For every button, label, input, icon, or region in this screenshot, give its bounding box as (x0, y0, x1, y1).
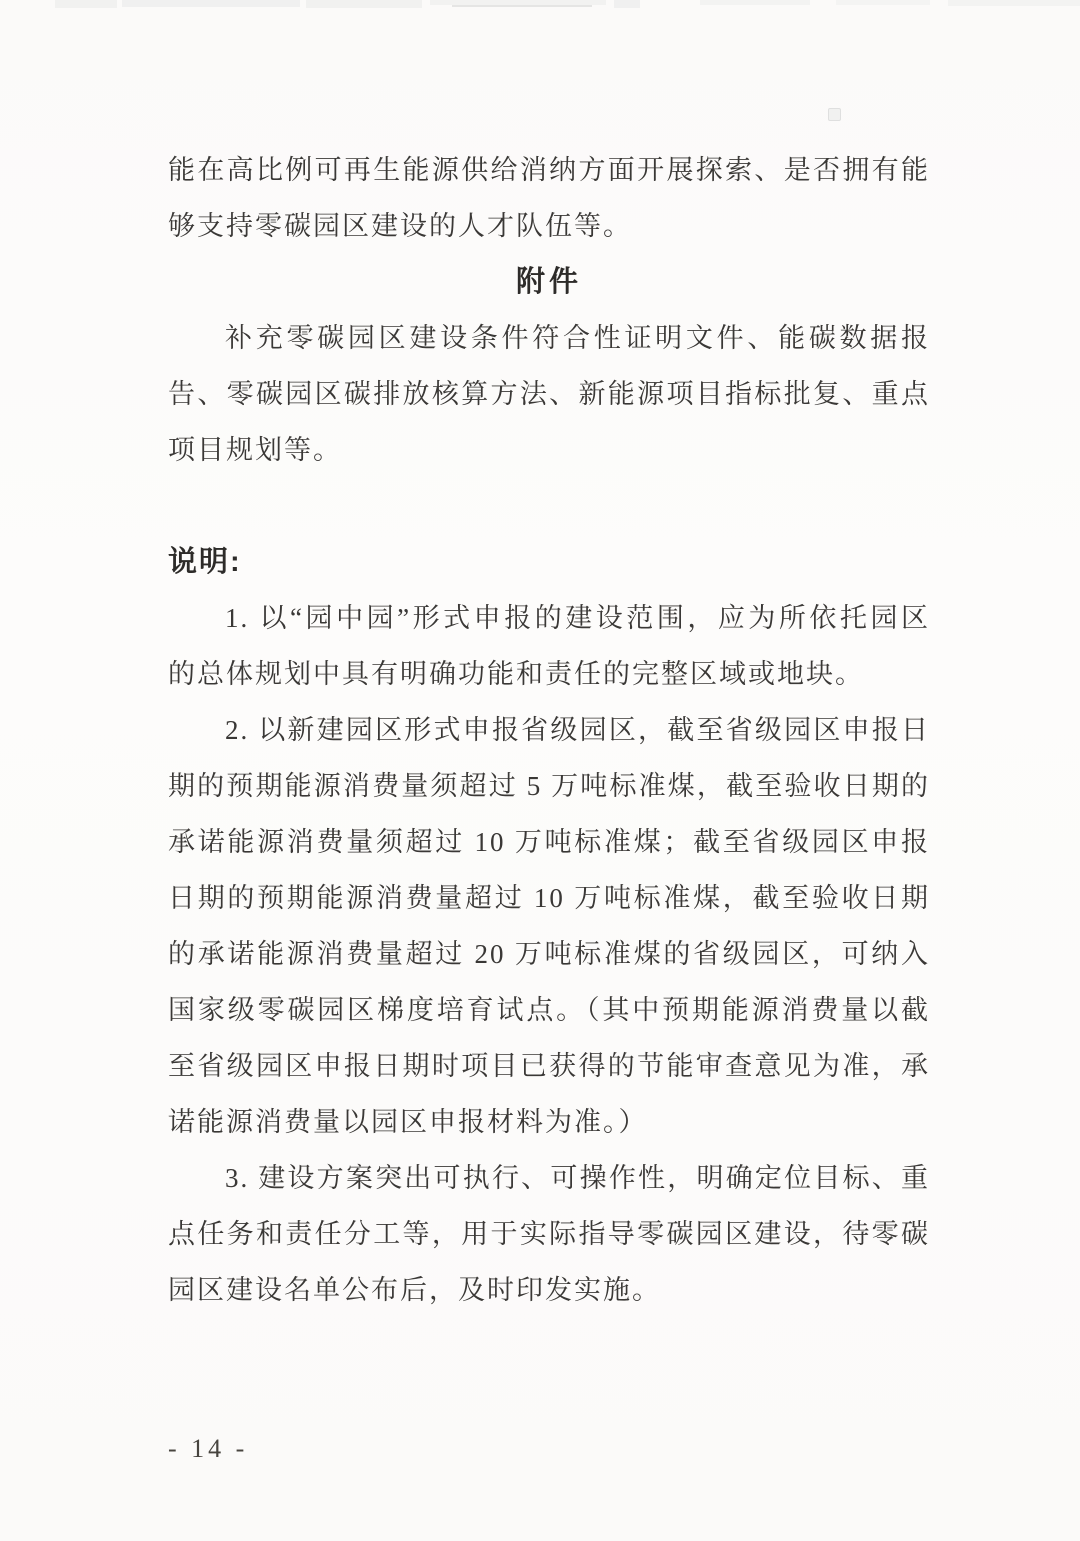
note2-line-3: 承诺能源消费量须超过 10 万吨标准煤；截至省级园区申报 (168, 827, 930, 857)
scan-artifact (306, 0, 422, 8)
note3-line-2: 点任务和责任分工等，用于实际指导零碳园区建设，待零碳 (168, 1219, 930, 1249)
scan-artifact (55, 0, 117, 8)
note2-line-8: 诺能源消费量以园区申报材料为准。） (168, 1107, 648, 1137)
attachment-heading: 附件 (515, 266, 582, 298)
scan-artifact (836, 0, 930, 5)
note3-line-1: 3. 建设方案突出可执行、可操作性，明确定位目标、重 (225, 1163, 930, 1193)
note2-line-6: 国家级零碳园区梯度培育试点。（其中预期能源消费量以截 (168, 995, 930, 1025)
intro-line-2: 够支持零碳园区建设的人才队伍等。 (168, 211, 632, 241)
text-column (168, 142, 930, 1318)
scan-artifact (614, 0, 640, 8)
attachment-para-line-1: 补充零碳园区建设条件符合性证明文件、能碳数据报 (225, 323, 930, 353)
scan-artifact (948, 0, 1080, 6)
note2-line-1: 2. 以新建园区形式申报省级园区，截至省级园区申报日 (225, 715, 930, 745)
note1-line-2: 的总体规划中具有明确功能和责任的完整区域或地块。 (168, 659, 864, 689)
scan-artifact (452, 5, 592, 7)
note2-line-2: 期的预期能源消费量须超过 5 万吨标准煤，截至验收日期的 (168, 771, 930, 801)
note2-line-7: 至省级园区申报日期时项目已获得的节能审查意见为准，承 (168, 1051, 930, 1081)
attachment-para-line-2: 告、零碳园区碳排放核算方法、新能源项目指标批复、重点 (168, 379, 930, 409)
page-number: - 14 - (168, 1434, 249, 1463)
notes-heading: 说明: (168, 546, 242, 578)
scan-artifact (122, 0, 300, 7)
note2-line-4: 日期的预期能源消费量超过 10 万吨标准煤，截至验收日期 (168, 883, 930, 913)
note1-line-1: 1. 以“园中园”形式申报的建设范围，应为所依托园区 (225, 603, 930, 633)
attachment-para-line-3: 项目规划等。 (168, 435, 342, 465)
note2-line-5: 的承诺能源消费量超过 20 万吨标准煤的省级园区，可纳入 (168, 939, 930, 969)
note3-line-3: 园区建设名单公布后，及时印发实施。 (168, 1275, 661, 1305)
intro-line-1: 能在高比例可再生能源供给消纳方面开展探索、是否拥有能 (168, 155, 930, 185)
scan-artifact (700, 0, 810, 5)
scan-speck (828, 108, 841, 121)
